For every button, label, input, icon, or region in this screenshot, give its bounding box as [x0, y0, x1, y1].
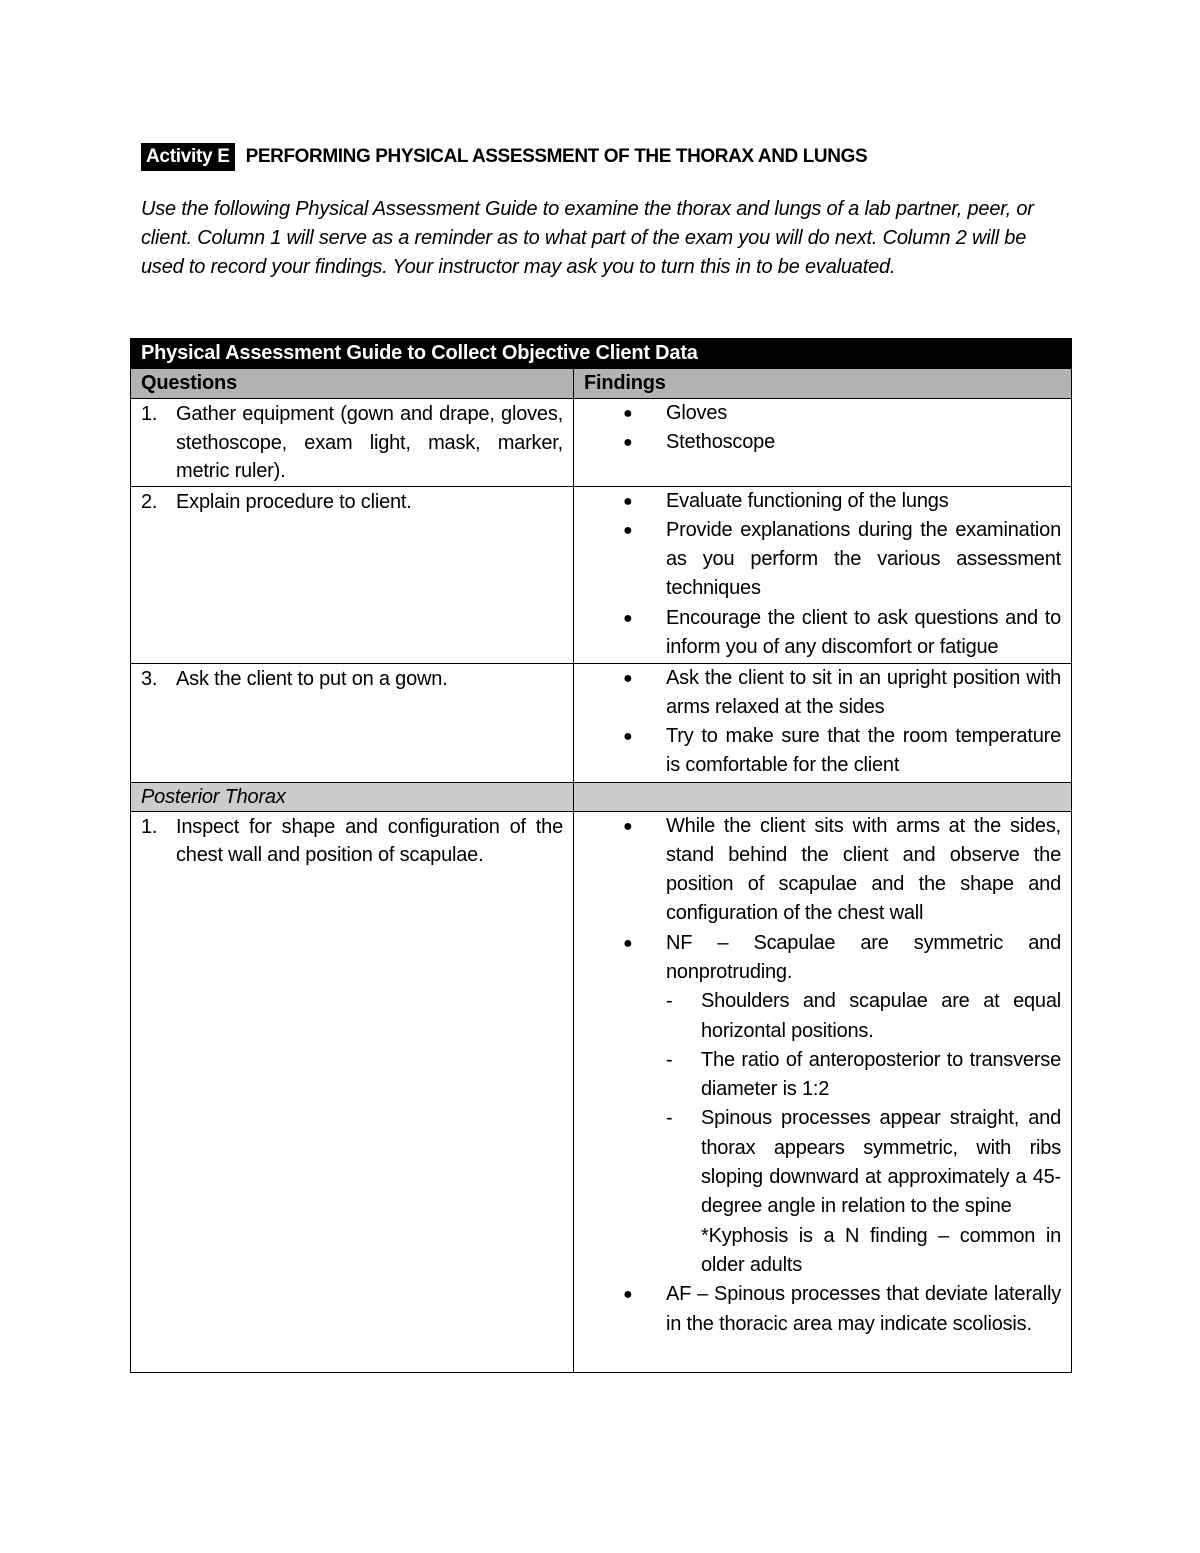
activity-title: PERFORMING PHYSICAL ASSESSMENT OF THE THORAX AND LUNGS [245, 146, 868, 167]
column-header-questions: Questions [131, 369, 574, 399]
intro-paragraph [141, 195, 1061, 282]
intro-text: Use the following Physical Assessment Guide to examine the thorax and lungs of a lab partner, peer, or client. Column 1 will serve as a reminder as to what part of the exam you will do next. Column 2 will be used to record your findings. Your instructor may ask you to turn this in to be evaluated. [141, 198, 1034, 278]
question-number: 1. [141, 403, 158, 425]
table-row [131, 811, 1072, 1372]
bullet-icon: ● [623, 521, 633, 539]
findings-cell [574, 399, 1072, 487]
section-label: Posterior Thorax [131, 782, 574, 811]
sub-item: - Spinous processes appear straight, and thorax appears symmetric, with ribs sloping downward at approximately a 45-degree angle in relation to the spine [666, 1104, 1061, 1221]
sub-note: *Kyphosis is a N finding – common in older adults [701, 1224, 1062, 1276]
finding-item: ● Try to make sure that the room temperature is comfortable for the client [621, 722, 1061, 781]
bullet-icon: ● [623, 434, 633, 452]
dash-icon: - [666, 1107, 673, 1130]
finding-item: ● Encourage the client to ask questions and to inform you of any discomfort or fatigue [621, 604, 1061, 663]
finding-item: ● Provide explanations during the examination as you perform the various assessment techniques [621, 516, 1061, 604]
assessment-guide-table [130, 338, 1072, 1373]
question-cell [131, 811, 574, 1372]
finding-item: ● While the client sits with arms at the sides, stand behind the client and observe the position of scapulae and the shape and configuration of the chest wall [621, 812, 1061, 929]
finding-item: ● NF – Scapulae are symmetric and nonprotruding. - Shoulders and scapulae are at equal horizontal positions. - The ratio of anteroposterior to transverse diameter is 1:2 - Spinous processes appear straight, and thorax appears symmetric, with ribs sloping downward at approximately a 45-degree angle in relation to the spine *Kyphosis is a N finding – common in older adults [621, 929, 1061, 1281]
sub-item: - The ratio of anteroposterior to transverse diameter is 1:2 [666, 1046, 1061, 1105]
table-title-row [131, 339, 1072, 369]
bullet-icon: ● [623, 492, 633, 510]
column-header-findings: Findings [574, 369, 1072, 399]
question-number: 2. [141, 490, 158, 513]
findings-cell [574, 663, 1072, 782]
section-empty-cell [574, 782, 1072, 811]
bullet-icon: ● [623, 728, 633, 746]
question-text: Inspect for shape and configuration of the chest wall and position of scapulae. [176, 815, 563, 866]
question-text: Gather equipment (gown and drape, gloves, stethoscope, exam light, mask, marker, metric ruler). [176, 403, 563, 482]
finding-item: ● Stethoscope [621, 428, 1061, 457]
question-number: 1. [141, 815, 158, 838]
findings-cell [574, 811, 1072, 1372]
sub-item: - Shoulders and scapulae are at equal horizontal positions. [666, 987, 1061, 1046]
table-row [131, 399, 1072, 487]
bullet-icon: ● [623, 1286, 633, 1304]
activity-heading [141, 142, 867, 172]
bullet-icon: ● [623, 817, 633, 835]
sub-list [666, 987, 1061, 1280]
bullet-icon: ● [623, 934, 633, 952]
findings-cell [574, 486, 1072, 663]
finding-item: ● Evaluate functioning of the lungs [621, 487, 1061, 516]
question-cell [131, 399, 574, 487]
bullet-icon: ● [623, 669, 633, 687]
question-number: 3. [141, 667, 158, 690]
finding-item: ● AF – Spinous processes that deviate laterally in the thoracic area may indicate scoliosis. [621, 1280, 1061, 1339]
bullet-icon: ● [623, 405, 633, 422]
question-text: Ask the client to put on a gown. [176, 667, 448, 690]
question-cell [131, 486, 574, 663]
dash-icon: - [666, 1048, 673, 1071]
table-row [131, 663, 1072, 782]
activity-badge: Activity E [141, 143, 235, 171]
finding-item: ● Ask the client to sit in an upright position with arms relaxed at the sides [621, 664, 1061, 723]
finding-item: ● Gloves [621, 399, 1061, 428]
question-cell [131, 663, 574, 782]
bullet-icon: ● [623, 609, 633, 627]
section-row [131, 782, 1072, 811]
question-text: Explain procedure to client. [176, 490, 412, 513]
dash-icon: - [666, 990, 673, 1013]
table-title: Physical Assessment Guide to Collect Objective Client Data [131, 339, 1072, 369]
table-row [131, 486, 1072, 663]
table-header-row [131, 369, 1072, 399]
